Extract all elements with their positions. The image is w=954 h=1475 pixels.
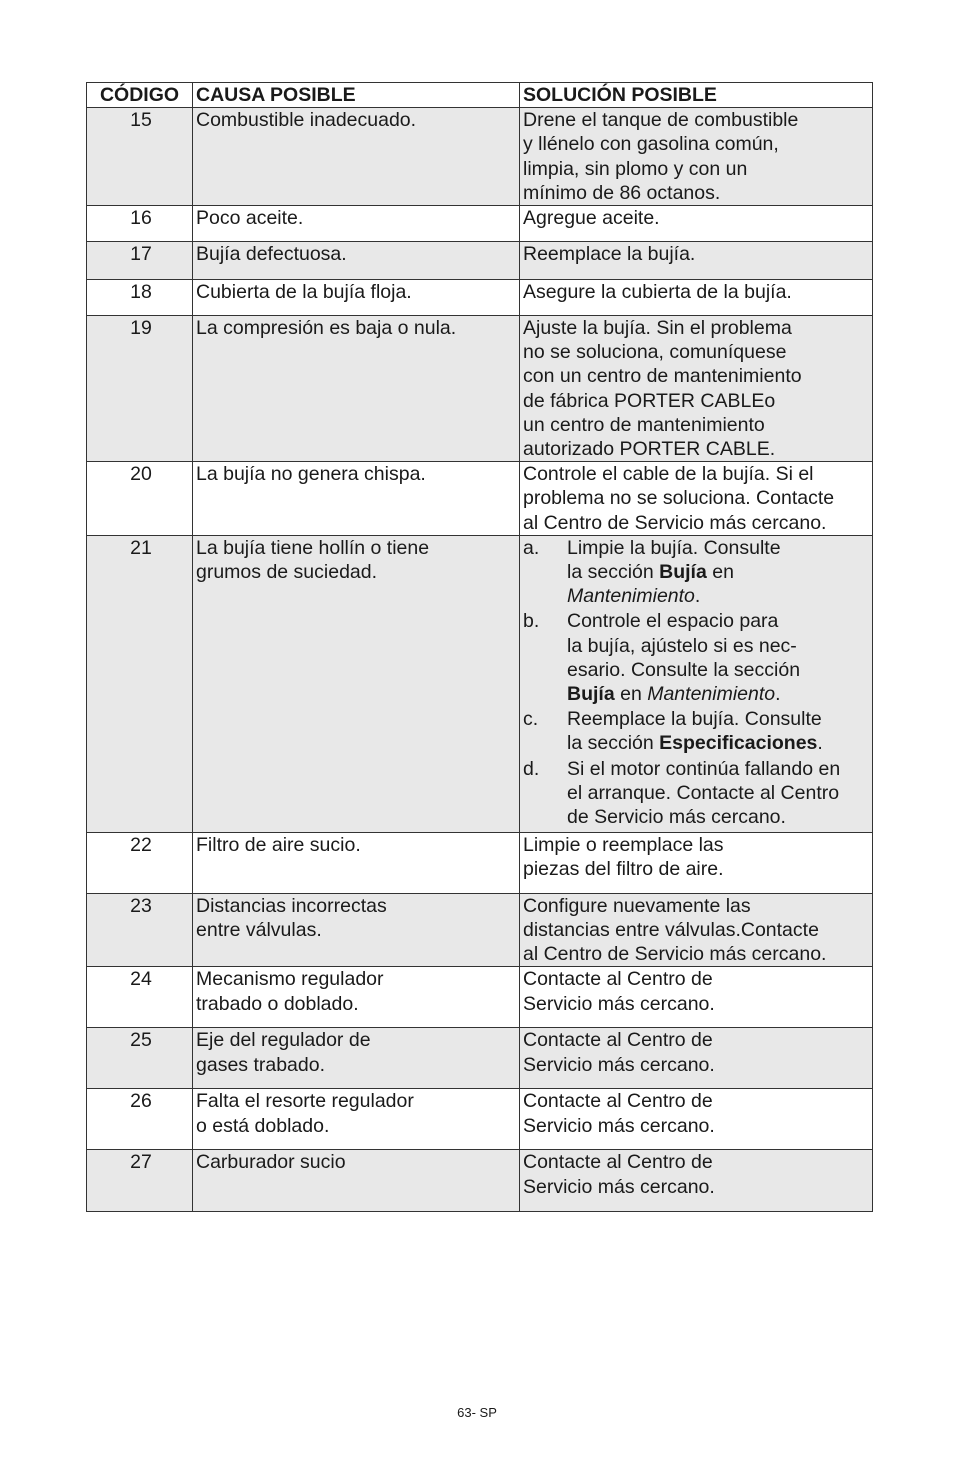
cell-line: Limpie o reemplace las	[523, 833, 724, 856]
cell-line: Configure nuevamente las	[523, 894, 751, 917]
solution-cell	[520, 1150, 873, 1212]
cell-line: Cubierta de la bujía floja.	[196, 281, 412, 304]
cause-cell	[193, 893, 520, 967]
cell-line: y llénelo con gasolina común,	[523, 133, 779, 156]
cause-cell	[193, 280, 520, 316]
cell-line: Servicio más cercano.	[523, 1053, 715, 1076]
cell-line: Combustible inadecuado.	[196, 109, 417, 132]
italic-term: Mantenimiento	[647, 683, 776, 706]
cell-line	[567, 560, 872, 584]
list-marker: b.	[523, 610, 540, 633]
cell-line: Poco aceite.	[196, 207, 304, 230]
text-fragment: .	[775, 683, 781, 706]
bold-term: Bujía	[567, 683, 615, 706]
cell-line: Contacte al Centro de	[523, 1151, 713, 1174]
cell-line	[567, 731, 872, 755]
cell-line: Agregue aceite.	[523, 207, 660, 230]
cell-line: Servicio más cercano.	[523, 1175, 715, 1198]
solution-cell	[520, 108, 873, 206]
code-cell: 22	[87, 832, 193, 893]
cell-line: La compresión es baja o nula.	[196, 317, 457, 340]
cell-line: Bujía defectuosa.	[196, 243, 347, 266]
code-cell: 15	[87, 108, 193, 206]
solution-list-item	[523, 757, 872, 830]
table-row	[87, 1150, 873, 1212]
solution-cell	[520, 280, 873, 316]
cell-line: Carburador sucio	[196, 1151, 346, 1174]
cell-line: La bujía no genera chispa.	[196, 463, 426, 486]
solution-cell	[520, 535, 873, 832]
code-cell: 26	[87, 1089, 193, 1150]
text-fragment: .	[694, 585, 701, 608]
table-row	[87, 316, 873, 462]
cell-line: trabado o doblado.	[196, 992, 359, 1015]
cell-line: de fábrica PORTER CABLEo	[523, 389, 776, 412]
solution-cell	[520, 462, 873, 536]
solution-list-item	[523, 707, 872, 755]
cell-line: Servicio más cercano.	[523, 1114, 715, 1137]
cause-cell	[193, 462, 520, 536]
cell-line: mínimo de 86 octanos.	[523, 181, 721, 204]
code-cell: 20	[87, 462, 193, 536]
cell-line: el arranque. Contacte al Centro	[567, 781, 840, 804]
cell-line: un centro de mantenimiento	[523, 413, 765, 436]
cell-line: distancias entre válvulas.Contacte	[523, 919, 819, 942]
text-fragment: en	[706, 561, 734, 584]
table-row	[87, 462, 873, 536]
cause-cell	[193, 108, 520, 206]
code-cell: 27	[87, 1150, 193, 1212]
cell-line: Falta el resorte regulador	[196, 1090, 414, 1113]
table-row	[87, 280, 873, 316]
code-cell: 25	[87, 1028, 193, 1089]
cell-line: Asegure la cubierta de la bujía.	[523, 281, 792, 304]
list-marker: c.	[523, 708, 539, 731]
cell-line: problema no se soluciona. Contacte	[523, 487, 835, 510]
cell-line: Si el motor continúa fallando en	[567, 757, 841, 780]
cell-line: Contacte al Centro de	[523, 968, 713, 991]
solution-list-item	[523, 609, 872, 706]
table-row	[87, 967, 873, 1028]
solution-cell	[520, 1028, 873, 1089]
header-code: CÓDIGO	[87, 83, 193, 108]
cause-cell	[193, 535, 520, 832]
code-cell: 18	[87, 280, 193, 316]
cause-cell	[193, 316, 520, 462]
cell-line: Drene el tanque de combustible	[523, 109, 799, 132]
cell-line: autorizado PORTER CABLE.	[523, 438, 776, 461]
cell-line: limpia, sin plomo y con un	[523, 157, 748, 180]
cell-line: gases trabado.	[196, 1053, 326, 1076]
text-fragment: la sección	[567, 561, 660, 584]
italic-term: Mantenimiento	[567, 585, 695, 608]
code-cell: 21	[87, 535, 193, 832]
list-item-text	[567, 536, 872, 609]
cell-line: Controle el cable de la bujía. Si el	[523, 463, 814, 486]
bold-term: Bujía	[659, 561, 707, 584]
cell-line: Eje del regulador de	[196, 1029, 371, 1052]
cell-line: Distancias incorrectas	[196, 894, 387, 917]
solution-cell	[520, 206, 873, 242]
cell-line: La bujía tiene hollín o tiene	[196, 536, 430, 559]
header-solution: SOLUCIÓN POSIBLE	[520, 83, 873, 108]
cell-line: entre válvulas.	[196, 919, 322, 942]
page-number: 63- SP	[457, 1405, 497, 1420]
cell-line: piezas del filtro de aire.	[523, 858, 724, 881]
header-cause: CAUSA POSIBLE	[193, 83, 520, 108]
table-row	[87, 832, 873, 893]
cell-line: o está doblado.	[196, 1114, 330, 1137]
list-item-text	[567, 609, 872, 706]
code-cell: 17	[87, 242, 193, 280]
cell-line: Mecanismo regulador	[196, 968, 384, 991]
table-row	[87, 242, 873, 280]
cell-line	[567, 682, 872, 706]
bold-term: Especificaciones	[659, 732, 818, 755]
code-cell: 16	[87, 206, 193, 242]
cause-cell	[193, 1150, 520, 1212]
list-marker: d.	[523, 757, 540, 780]
solution-cell	[520, 893, 873, 967]
solution-cell	[520, 967, 873, 1028]
text-fragment: la sección	[567, 732, 660, 755]
cell-line: Contacte al Centro de	[523, 1029, 713, 1052]
list-item-text	[567, 757, 872, 830]
troubleshooting-table	[86, 82, 873, 1212]
cause-cell	[193, 1028, 520, 1089]
solution-cell	[520, 1089, 873, 1150]
table-row	[87, 1028, 873, 1089]
cell-line: Reemplace la bujía.	[523, 243, 696, 266]
text-fragment: .	[817, 732, 823, 755]
cell-line: esario. Consulte la sección	[567, 658, 801, 681]
code-cell: 19	[87, 316, 193, 462]
cell-line: al Centro de Servicio más cercano.	[523, 943, 827, 966]
code-cell: 23	[87, 893, 193, 967]
cell-line: grumos de suciedad.	[196, 561, 378, 584]
solution-list-item	[523, 536, 872, 609]
cause-cell	[193, 242, 520, 280]
cause-cell	[193, 967, 520, 1028]
list-item-text	[567, 707, 872, 755]
table-row	[87, 535, 873, 832]
list-marker: a.	[523, 536, 540, 559]
cell-line: Reemplace la bujía. Consulte	[567, 708, 822, 731]
cell-line: Contacte al Centro de	[523, 1090, 713, 1113]
cause-cell	[193, 1089, 520, 1150]
cell-line: al Centro de Servicio más cercano.	[523, 511, 827, 534]
cell-line: no se soluciona, comuníquese	[523, 341, 787, 364]
cell-line: con un centro de mantenimiento	[523, 365, 802, 388]
text-fragment: en	[614, 683, 648, 706]
table-row	[87, 1089, 873, 1150]
cause-cell	[193, 206, 520, 242]
cell-line: de Servicio más cercano.	[567, 806, 786, 829]
table-header-row	[87, 83, 873, 108]
cell-line: la bujía, ajústelo si es nec-	[567, 634, 797, 657]
cell-line: Filtro de aire sucio.	[196, 833, 361, 856]
cell-line: Ajuste la bujía. Sin el problema	[523, 317, 792, 340]
table-row	[87, 206, 873, 242]
cause-cell	[193, 832, 520, 893]
table-row	[87, 893, 873, 967]
solution-cell	[520, 316, 873, 462]
cell-line	[567, 584, 872, 608]
cell-line: Limpie la bujía. Consulte	[567, 536, 781, 559]
solution-cell	[520, 242, 873, 280]
cell-line: Servicio más cercano.	[523, 992, 715, 1015]
table-row	[87, 108, 873, 206]
solution-cell	[520, 832, 873, 893]
code-cell: 24	[87, 967, 193, 1028]
cell-line: Controle el espacio para	[567, 610, 779, 633]
